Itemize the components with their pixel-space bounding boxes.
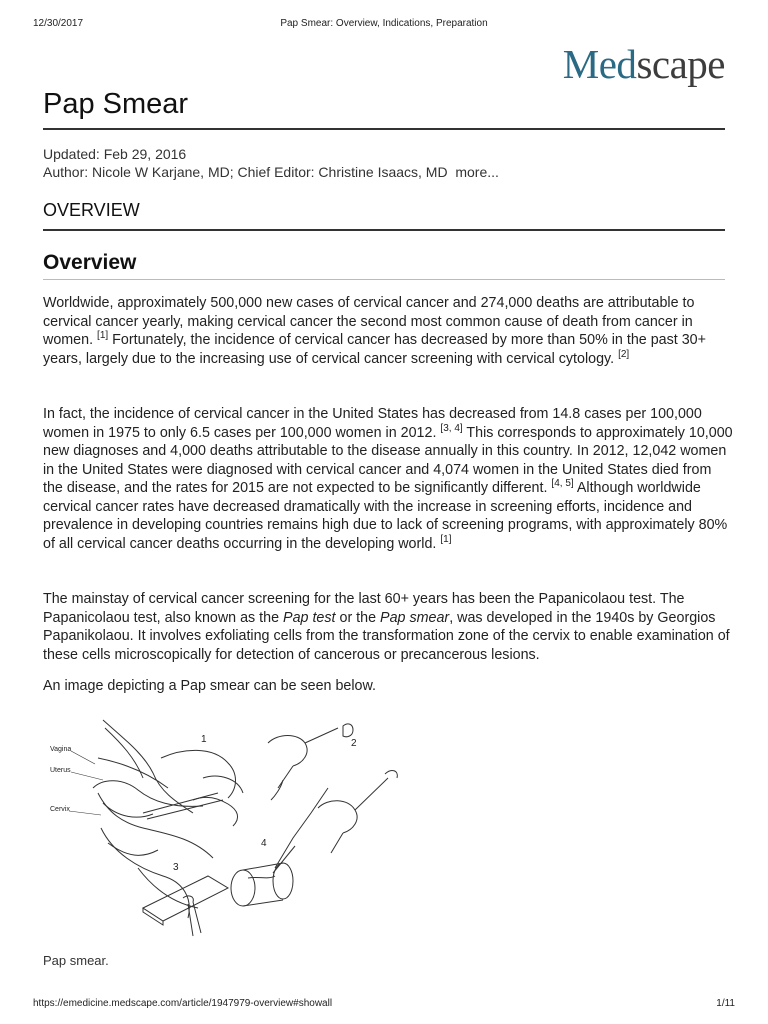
section-label: OVERVIEW [43, 200, 140, 220]
section-heading: Overview [43, 251, 137, 274]
print-header [33, 18, 735, 32]
article-meta [43, 145, 499, 181]
pap-smear-figure[interactable] [43, 718, 543, 948]
page-title: Pap Smear [43, 88, 189, 120]
medscape-logo[interactable] [562, 41, 725, 87]
more-authors-link[interactable]: more... [455, 164, 499, 180]
step-4-number: 4 [261, 838, 267, 849]
paragraph-4: An image depicting a Pap smear can be seen below. [43, 678, 377, 694]
label-cervix: Cervix [50, 806, 70, 813]
print-footer [33, 998, 735, 1012]
step-1-number: 1 [201, 734, 207, 745]
reference-link[interactable]: [2] [618, 348, 630, 360]
page-count: 1/11 [716, 998, 735, 1009]
reference-link[interactable]: [1] [440, 533, 452, 545]
title-divider [43, 128, 725, 130]
reference-link[interactable]: [3, 4] [440, 422, 463, 434]
author-text: Author: Nicole W Karjane, MD; Chief Editor: Christine Isaacs, MD [43, 164, 448, 180]
step-2-number: 2 [351, 738, 357, 749]
figure-caption: Pap smear. [43, 953, 109, 968]
section-divider [43, 229, 725, 231]
logo-part-med: Med [562, 41, 637, 87]
paragraph-1: Worldwide, approximately 500,000 new cases of cervical cancer and 274,000 deaths are attributable to cervical cancer yearly, making cervical cancer the second most common cause of death from cancer in women. [1] Fortunately, the incidence of cervical cancer has decreased by more than 50% in the past 30+ years, largely due to the increasing use of cervical cancer screening with cervical cytology. [2] [43, 295, 706, 367]
print-page-title: Pap Smear: Overview, Indications, Preparation [280, 18, 488, 29]
label-vagina: Vagina [50, 746, 72, 753]
print-date: 12/30/2017 [33, 18, 84, 29]
logo-part-scape: scape [636, 41, 725, 87]
author-line [43, 163, 499, 181]
heading-divider [43, 279, 725, 280]
step-3-number: 3 [173, 862, 179, 873]
paragraph-3: The mainstay of cervical cancer screening for the last 60+ years has been the Papanicolaou test. The Papanicolaou test, also known as the Pap test or the Pap smear, was developed in the 1940s by Georgios Papanikolaou. It involves exfoliating cells from the transformation zone of the cervix to enable examination of these cells microscopically for detection of cancerous or precancerous lesions. [43, 591, 730, 663]
label-uterus: Uterus [50, 767, 71, 774]
reference-link[interactable]: [4, 5] [551, 478, 574, 489]
updated-date: Updated: Feb 29, 2016 [43, 146, 187, 162]
reference-link[interactable]: [1] [97, 330, 109, 341]
paragraph-2: In fact, the incidence of cervical cancer in the United States has decreased from 14.8 cases per 100,000 women in 1975 to only 6.5 cases per 100,000 women in 2012. [3, 4] This corresponds to approximately 10,000 new diagnoses and 4,000 deaths attributable to the disease annually in this country. In 2012, 12,042 women in the United States were diagnosed with cervical cancer and 4,074 women in the United States died from the disease, and the rates for 2015 are not expected to be significantly different. [4, 5] Although worldwide cervical cancer rates have decreased dramatically with the increase in screening efforts, incidence and prevalence in developing countries remains high due to lack of screening programs, with approximately 80% of all cervical cancer deaths occurring in the developing world. [1] [43, 406, 733, 552]
pap-smear-illustration [43, 718, 543, 948]
page-url[interactable]: https://emedicine.medscape.com/article/1947979-overview#showall [33, 998, 333, 1009]
